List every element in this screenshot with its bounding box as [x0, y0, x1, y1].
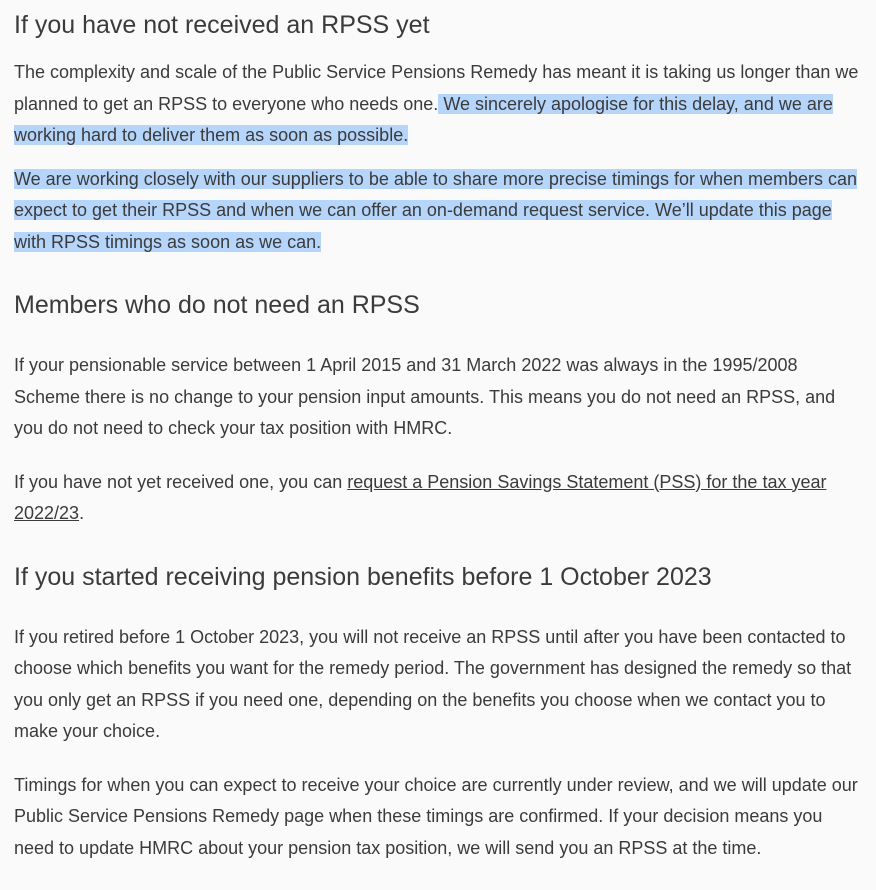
selected-text-apology[interactable]: We sincerely apologise for this delay, and we are working hard to deliver them as soon as possible.	[14, 93, 833, 145]
selected-text-suppliers[interactable]: We are working closely with our suppliers to be able to share more precise timings for when members can expect to get their RPSS and when we can offer an on-demand request service. We’ll update this page with RPSS timings as soon as we can.	[14, 168, 858, 252]
paragraph-complexity	[14, 57, 862, 152]
paragraph-pensionable-service: If your pensionable service between 1 April 2015 and 31 March 2022 was always in the 1995/2008 Scheme there is no change to your pension input amounts. This means you do not need an RPSS, and you do not need to check your tax position with HMRC.	[14, 355, 836, 438]
paragraph-request-pss	[14, 467, 862, 530]
request-pss-link[interactable]: request a Pension Savings Statement (PSS) for the tax year 2022/23	[14, 471, 827, 523]
paragraph-request-pss-before: If you have not yet received one, you can	[14, 471, 348, 492]
paragraph-complexity-text: The complexity and scale of the Public Service Pensions Remedy has meant it is taking us longer than we planned to get an RPSS to everyone who needs one.	[14, 62, 859, 114]
heading-started-benefits: If you started receiving pension benefits before 1 October 2023	[14, 562, 712, 591]
page-content	[0, 10, 876, 864]
paragraph-suppliers	[14, 164, 862, 259]
paragraph-retired: If you retired before 1 October 2023, you will not receive an RPSS until after you have been contacted to choose which benefits you want for the remedy period. The government has designed the remedy so that you only get an RPSS if you need one, depending on the benefits you choose when we contact you to make your choice.	[14, 626, 852, 741]
paragraph-request-pss-after: .	[79, 503, 85, 523]
heading-no-need: Members who do not need an RPSS	[14, 291, 420, 319]
paragraph-timings: Timings for when you can expect to receive your choice are currently under review, and we will update our Public Service Pensions Remedy page when these timings are confirmed. If your decision means you need to update HMRC about your pension tax position, we will send you an RPSS at the time.	[14, 774, 858, 858]
heading-not-received: If you have not received an RPSS yet	[14, 11, 430, 39]
